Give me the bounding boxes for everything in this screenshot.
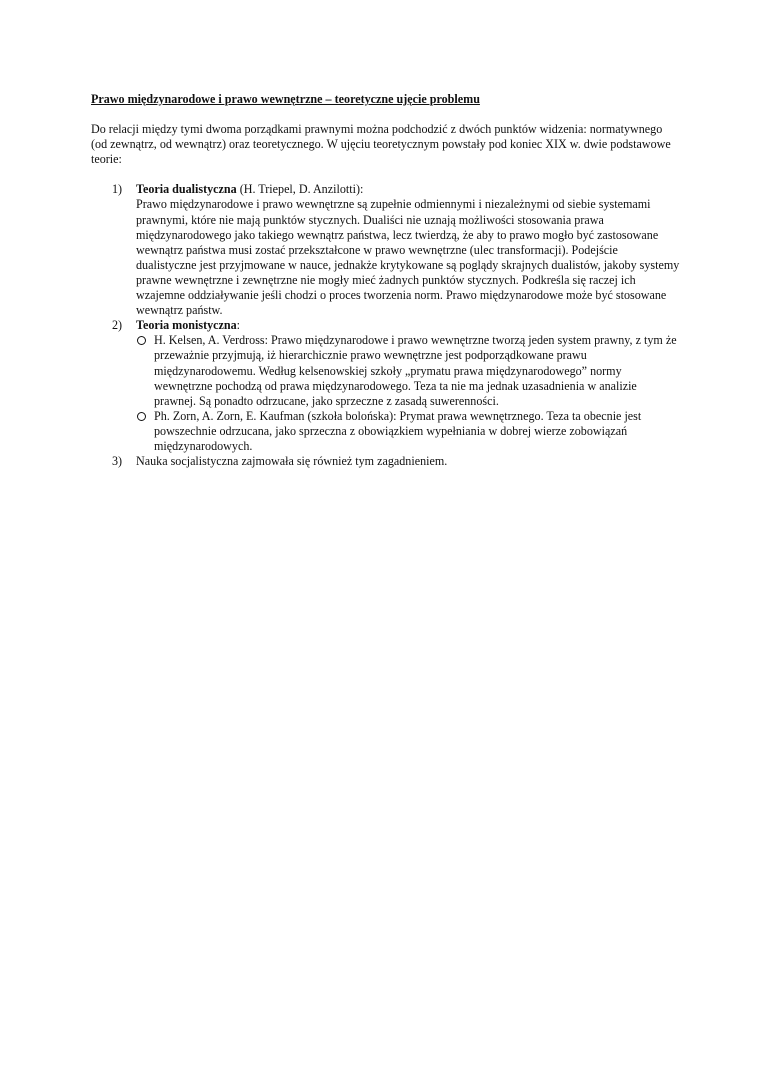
sublist-item-text: Ph. Zorn, A. Zorn, E. Kaufman (szkoła bolońska): Prymat prawa wewnętrznego. Teza ta obecnie jest powszechnie odrzucana, jako sprzeczna z obowiązkiem wypełniania w dobrej wierze zobowiązań międzynarodowych. xyxy=(154,408,642,453)
item-heading: Teoria monistyczna xyxy=(136,318,237,333)
monist-sublist xyxy=(136,333,681,454)
circle-bullet-icon xyxy=(137,412,146,421)
sublist-item-text: H. Kelsen, A. Verdross: Prawo międzynarodowe i prawo wewnętrzne tworzą jeden system prawny, z tym że przeważnie przyjmują, iż hierarchicznie prawo wewnętrzne jest podporządkowane prawu międzynarodowemu. Według kelsenowskiej szkoły „prymatu prawa międzynarodowego” normy wewnętrzne pochodzą od prawa międzynarodowego. Teza ta nie ma jednak uzasadnienia w analizie prawnej. Są ponadto odrzucane, jako sprzeczne z zasadą suwerenności. xyxy=(154,333,677,408)
item-body: Prawo międzynarodowe i prawo wewnętrzne są zupełnie odmiennymi i niezależnymi od siebie systemami prawnymi, które nie mają punktów stycznych. Dualiści nie uznają możliwości stosowania prawa międzynarodowego jako takiego wewnątrz państwa, lecz twierdzą, że aby to prawo mogło być zastosowane wewnątrz państwa musi zostać przekształcone w prawo wewnętrzne (ulec transformacji). Podejście dualistyczne jest przyjmowane w nauce, jednakże krytykowane są poglądy skrajnych dualistów, jakoby systemy prawne wewnętrzne i zewnętrzne nie mogły mieć żadnych punktów stycznych. Podkreśla się raczej ich wzajemne oddziaływanie jeśli chodzi o proces tworzenia norm. Prawo międzynarodowe może być stosowane wewnątrz państw. xyxy=(136,197,680,318)
sublist-item xyxy=(136,333,681,408)
list-number: 1) xyxy=(112,182,123,197)
item-heading: Teoria dualistyczna xyxy=(136,182,237,197)
sublist-item xyxy=(136,409,681,454)
item-heading-line xyxy=(136,318,681,333)
intro-paragraph: Do relacji między tymi dwoma porządkami prawnymi można podchodzić z dwóch punktów widzenia: normatywnego (od zewnątrz, od wewnątrz) oraz teoretycznego. W ujęciu teoretycznym powstały pod koniec XIX w. dwie podstawowe teorie: xyxy=(91,122,671,167)
item-heading-suffix: (H. Triepel, D. Anzilotti): xyxy=(236,182,364,197)
list-number: 3) xyxy=(112,454,123,469)
item-body: Nauka socjalistyczna zajmowała się również tym zagadnieniem. xyxy=(136,454,448,469)
circle-bullet-icon xyxy=(137,336,146,345)
document-page xyxy=(91,92,681,469)
item-heading-line xyxy=(136,182,681,197)
list-item-socialist xyxy=(91,454,681,469)
item-heading-suffix: : xyxy=(236,318,241,333)
document-title: Prawo międzynarodowe i prawo wewnętrzne – teoretyczne ujęcie problemu xyxy=(91,92,480,106)
list-number: 2) xyxy=(112,318,123,333)
list-item-monist xyxy=(91,318,681,454)
theories-list xyxy=(91,182,681,469)
list-item-dualist xyxy=(91,182,681,318)
